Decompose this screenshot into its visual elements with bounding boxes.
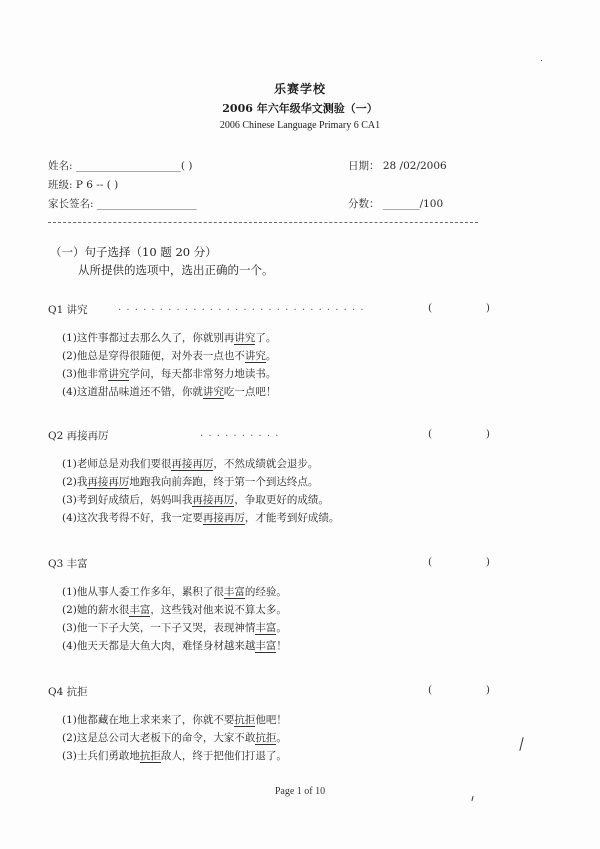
question-3-option-3: (3)他一下子大笑，一下子又哭，表现神情丰富。 <box>62 622 287 634</box>
score-label: 分数 <box>348 198 369 210</box>
question-1-option-2: (2)他总是穿得很随便，对外表一点也不讲究。 <box>62 350 277 362</box>
question-4-option-2: (2)这是总公司大老板下的命令，大家不敢抗拒。 <box>62 732 287 744</box>
question-3-option-4: (4)他天天都是大鱼大肉，难怪身材越来越丰富！ <box>62 640 287 652</box>
question-2-dots: . . . . . . . . . . <box>200 428 280 439</box>
question-2-heading <box>48 428 109 443</box>
name-blank: ____________________( ) <box>75 160 193 172</box>
separator-line <box>48 222 478 223</box>
question-label: Q1 <box>48 304 64 316</box>
question-4-option-1: (1)他都藏在地上求来来了，你就不要抗拒他吧！ <box>62 714 287 726</box>
question-2-option-4: (4)这次我考得不好，我一定要再接再厉，才能考到好成绩。 <box>62 512 340 524</box>
score-total: /100 <box>419 198 444 210</box>
question-label: Q2 <box>48 430 64 442</box>
score-blank: _______ <box>382 198 420 210</box>
question-4-option-3: (3)士兵们勇敢地抗拒敌人，终于把他们打退了。 <box>62 750 287 762</box>
question-word: 丰富 <box>66 558 88 570</box>
date-label: 日期 <box>348 160 369 172</box>
question-word: 讲究 <box>66 304 88 316</box>
test-title-english: 2006 Chinese Language Primary 6 CA1 <box>219 120 381 131</box>
date-field: 日期： 28 /02/2006 <box>348 160 447 172</box>
scan-mark <box>471 796 473 801</box>
parent-signature-field: 家长签名: ___________________ <box>48 198 197 210</box>
question-word: 再接再厉 <box>66 430 109 442</box>
scan-mark <box>519 737 523 751</box>
page-number: Page 1 of 10 <box>274 786 326 797</box>
name-label: 姓名 <box>48 160 69 172</box>
test-title: 2006 年六年级华文测验（一） <box>222 102 378 115</box>
parent-label: 家长签名 <box>48 198 90 210</box>
question-label: Q3 <box>48 558 64 570</box>
scan-mark <box>541 60 542 61</box>
question-1-option-4: (4)这道甜品味道还不错，你就讲究吃一点吧！ <box>62 386 277 398</box>
section-instruction: 从所提供的选项中，选出正确的一个。 <box>78 263 274 277</box>
question-1-option-1: (1)这件事都过去那么久了，你就别再讲究了。 <box>62 332 277 344</box>
section-title: （一）句子选择（10 题 20 分） <box>50 245 217 259</box>
question-2-option-3: (3)考到好成绩后，妈妈叫我再接再厉，争取更好的成绩。 <box>62 494 329 506</box>
class-label: 班级 <box>48 179 69 191</box>
class-value: P 6 -- ( ) <box>75 179 119 191</box>
class-field: 班级: P 6 -- ( ) <box>48 179 119 191</box>
question-1-option-3: (3)他非常讲究学问，每天都非常努力地读书。 <box>62 368 277 380</box>
question-3-option-1: (1)他从事人委工作多年，累积了很丰富的经验。 <box>62 586 287 598</box>
question-label: Q4 <box>48 686 64 698</box>
date-value: 28 /02/2006 <box>382 160 447 172</box>
question-1-heading <box>48 302 88 317</box>
parent-blank: ___________________ <box>96 198 197 210</box>
question-3-option-2: (2)她的薪水很丰富，这些钱对他来说不算太多。 <box>62 604 287 616</box>
question-1-dots: . . . . . . . . . . . . . . . . . . . . . . . . . . . . . . <box>118 302 365 313</box>
question-word: 抗拒 <box>66 686 88 698</box>
question-2-option-2: (2)我再接再厉地跑我向前奔跑，终于第一个到达终点。 <box>62 476 319 488</box>
exam-page: 乐赛学校 2006 年六年级华文测验（一） 2006 Chinese Language Primary 6 CA1 姓名: ____________________( ) 日期： 28 /02/2006 班级: P 6 -- ( ) 家长签名: ___________________ 分数： _______/100 （一）句子选择（10 题 20 分） 从所提供的选项中，选出正确的一个。 Q1 讲究 . . . . . . . . . . . . . . . . . . . . . . . . . . . . . . ( ) (1)这件事都过去那么久了，你就别再讲究了。 (2)他总是穿得很随便，对外表一点也不讲究。 (3)他非常讲究学问，每天都非常努力地读书。 (4)这道甜品味道还不错，你就讲究吃一点吧！ Q2 再接再厉 . . . . . . . . . . ( ) (1)老师总是劝我们要很再接再厉，不然成绩就会退步。 (2)我再接再厉地跑我向前奔跑，终于第一个到达终点。 (3)考到好成绩后，妈妈叫我再接再厉，争取更好的成绩。 (4)这次我考得不好，我一定要再接再厉，才能考到好成绩。 Q3 丰富 ( ) (1)他从事人委工作多年，累积了很丰富的经验。 (2)她的薪水很丰富，这些钱对他来说不算太多。 (3)他一下子大笑，一下子又哭，表现神情丰富。 (4)他天天都是大鱼大肉，难怪身材越来越丰富！ Q4 抗拒 ( ) (1)他都藏在地上求来来了，你就不要抗拒他吧！ (2)这是总公司大老板下的命令，大家不敢抗拒。 (3)士兵们勇敢地抗拒敌人，终于把他们打退了。 Page 1 of 10 <box>0 0 600 849</box>
question-4-heading <box>48 684 88 699</box>
score-field: 分数： _______/100 <box>348 198 444 210</box>
name-field: 姓名: ____________________( ) <box>48 160 193 172</box>
question-2-option-1: (1)老师总是劝我们要很再接再厉，不然成绩就会退步。 <box>62 458 319 470</box>
question-3-heading <box>48 556 88 571</box>
school-name: 乐赛学校 <box>273 82 326 96</box>
